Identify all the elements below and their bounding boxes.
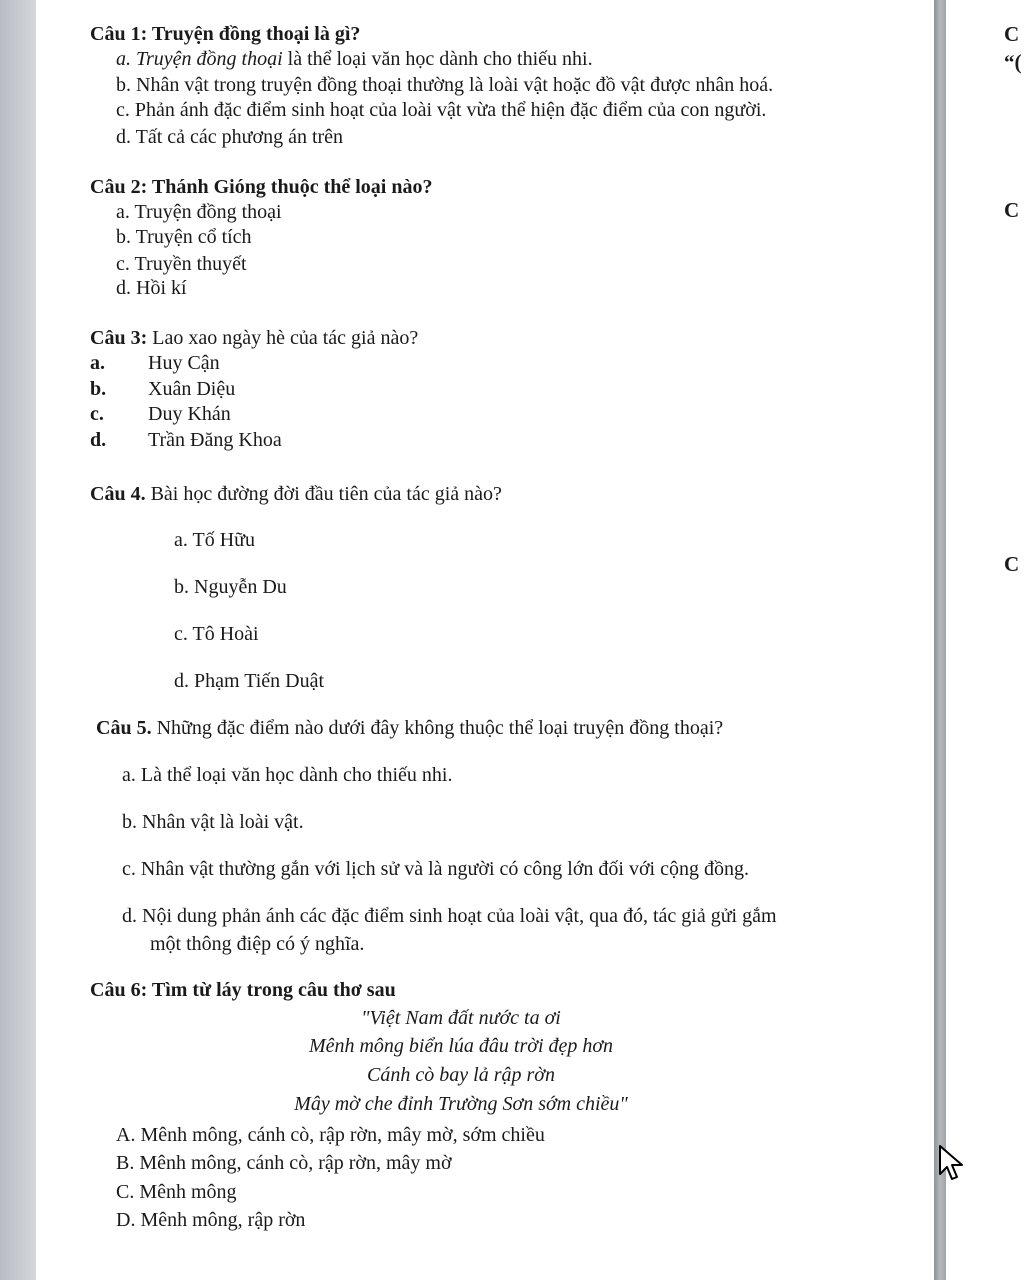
question-2-option-a: a. Truyện đồng thoại [116,201,282,223]
question-6-option-c: C. Mênh mông [116,1181,237,1203]
question-3-option-a [90,351,220,375]
page-divider [934,0,946,1280]
option-term: Truyện đồng thoại [136,48,283,70]
poem-line: Mây mờ che đỉnh Trường Sơn sớm chiều" [294,1093,628,1115]
option-label: b. [90,378,107,400]
question-3-option-b [90,377,235,401]
question-5-option-b: b. Nhân vật là loài vật. [122,811,304,833]
left-gutter [0,0,36,1280]
question-1-option-b: b. Nhân vật trong truyện đồng thoại thường là loài vật hoặc đồ vật được nhân hoá. [116,74,774,96]
question-4-option-a: a. Tố Hữu [174,529,256,551]
option-label: d. [90,429,107,451]
question-1-option-a [116,47,593,71]
question-number: Câu 4. [90,483,146,505]
question-5-option-c: c. Nhân vật thường gắn với lịch sử và là người có công lớn đối với cộng đồng. [122,858,749,880]
question-5-option-d: d. Nội dung phản ánh các đặc điểm sinh hoạt của loài vật, qua đó, tác giả gửi gắm [122,905,777,927]
question-text: Lao xao ngày hè của tác giả nào? [147,327,419,349]
question-number: Câu 5. [96,717,152,739]
question-3-title [90,326,418,350]
next-page-fragment: C [1004,22,1020,46]
option-text: Duy Khán [148,403,231,425]
question-5-title [96,716,723,740]
next-page-fragment: C [1004,552,1020,576]
next-page-edge [946,0,1024,1280]
option-label: a. [116,48,131,70]
question-5-option-a: a. Là thể loại văn học dành cho thiếu nhi. [122,764,453,786]
question-2-option-d: d. Hồi kí [116,277,187,299]
question-5-option-d-continued: một thông điệp có ý nghĩa. [150,933,365,955]
question-4-option-c: c. Tô Hoài [174,623,259,645]
question-6-option-a: A. Mênh mông, cánh cò, rập rờn, mây mờ, sớm chiều [116,1124,545,1146]
question-1-title: Câu 1: Truyện đồng thoại là gì? [90,23,361,45]
option-text: Xuân Diệu [148,378,236,400]
next-page-fragment: “( [1004,50,1022,74]
question-text: Bài học đường đời đầu tiên của tác giả nào? [145,483,502,505]
mouse-pointer-icon [938,1144,964,1182]
question-4-title [90,482,502,506]
poem-line: Mênh mông biển lúa đâu trời đẹp hơn [308,1035,614,1057]
document-page [36,0,935,1280]
question-6-title: Câu 6: Tìm từ láy trong câu thơ sau [90,979,396,1001]
poem-line: Cánh cò bay lả rập rờn [367,1064,555,1086]
option-text: Trần Đăng Khoa [148,429,282,451]
question-2-option-c: c. Truyền thuyết [116,253,247,275]
question-3-option-c [90,402,231,426]
question-2-title: Câu 2: Thánh Gióng thuộc thể loại nào? [90,176,433,198]
option-label: c. [90,403,104,425]
option-label: a. [90,352,105,374]
question-2-option-b: b. Truyện cổ tích [116,226,252,248]
question-6-option-d: D. Mênh mông, rập rờn [116,1209,306,1231]
question-4-option-b: b. Nguyễn Du [174,576,287,598]
question-text: Những đặc điểm nào dưới đây không thuộc thể loại truyện đồng thoại? [151,717,724,739]
question-6-option-b: B. Mênh mông, cánh cò, rập rờn, mây mờ [116,1152,452,1174]
question-3-option-d [90,428,282,452]
question-1-option-d: d. Tất cả các phương án trên [116,126,344,148]
option-text: Huy Cận [148,352,220,374]
question-4-option-d: d. Phạm Tiến Duật [174,670,325,692]
question-1-option-c: c. Phản ánh đặc điểm sinh hoạt của loài vật vừa thể hiện đặc điểm của con người. [116,99,767,121]
option-text: là thể loại văn học dành cho thiếu nhi. [282,48,593,70]
next-page-fragment: C [1004,198,1020,222]
question-number: Câu 3: [90,327,148,349]
poem-line: "Việt Nam đất nước ta ơi [361,1007,561,1029]
